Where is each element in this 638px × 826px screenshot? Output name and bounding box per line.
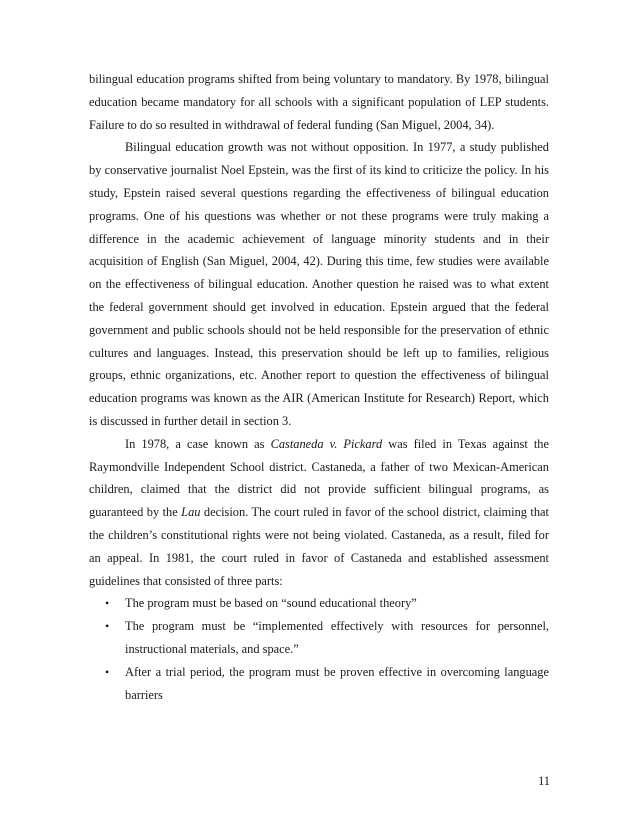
paragraph-3: [89, 433, 549, 593]
list-item-text: After a trial period, the program must be proven effective in overcoming language barriers: [125, 664, 549, 702]
paragraph-1: bilingual education programs shifted from being voluntary to mandatory. By 1978, bilingual education became mandatory for all schools with a significant population of LEP students. Failure to do so resulted in withdrawal of federal funding (San Miguel, 2004, 34).: [89, 72, 549, 132]
lau-decision-italic: Lau: [181, 505, 201, 520]
bullet-icon: •: [105, 664, 110, 679]
list-item: [89, 592, 549, 615]
case-name-italic: Castaneda v. Pickard: [270, 436, 383, 451]
list-item-text: The program must be “implemented effectively with resources for personnel, instructional materials, and space.”: [125, 619, 549, 656]
bullet-icon: •: [105, 596, 110, 611]
paragraph-2: Bilingual education growth was not without opposition. In 1977, a study published by conservative journalist Noel Epstein, was the first of its kind to criticize the policy. In his study, Epstein raised several questions regarding the effectiveness of bilingual education programs. One of his questions was whether or not these programs were truly making a difference in the academic achievement of language minority students and in their acquisition of English (San Miguel, 2004, 42). During this time, few studies were available on the effectiveness of bilingual education. Another question he raised was to what extent the federal government should get involved in education. Epstein argued that the federal government and public schools should not be held responsible for the preservation of ethnic cultures and languages. Instead, this preservation should be left up to families, religious groups, ethnic organizations, etc. Another report to question the effectiveness of bilingual education programs was known as the AIR (American Institute for Research) Report, which is discussed in further detail in section 3.: [89, 140, 549, 428]
guideline-list: [89, 592, 549, 706]
list-item: [89, 615, 549, 661]
paragraph-3-text-a: In 1978, a case known as: [125, 436, 271, 451]
paragraph-3-text-b: was filed in Texas against the Raymondville Independent School district. Castaneda, a father of two Mexican-American children, claimed that the district did not provide sufficient bilingual programs, as guaranteed by the: [89, 436, 549, 520]
paragraph-3-text-c: decision. The court ruled in favor of the school district, claiming that the children’s constitutional rights were not being violated. Castaneda, as a result, filed for an appeal. In 1981, the court ruled in favor of Castaneda and established assessment guidelines that consisted of three parts:: [89, 505, 549, 588]
page-number: 11: [538, 774, 550, 788]
list-item: [89, 661, 549, 707]
list-item-text: The program must be based on “sound educational theory”: [125, 596, 417, 611]
document-body: [89, 68, 549, 706]
bullet-icon: •: [105, 619, 110, 634]
